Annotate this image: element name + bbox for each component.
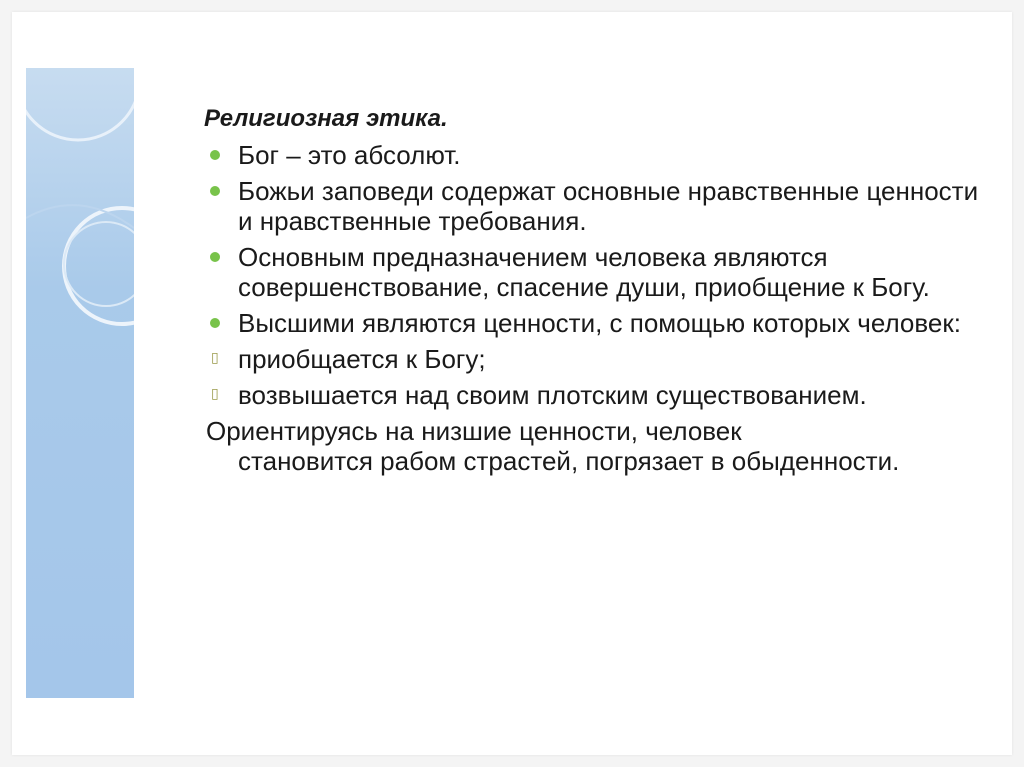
hollow-square-bullet-icon: ▯ xyxy=(211,349,219,365)
slide xyxy=(12,12,1012,755)
hollow-square-bullet-icon: ▯ xyxy=(211,385,219,401)
bullet-text: возвышается над своим плотским существованием. xyxy=(238,380,867,410)
sub-bullet-item xyxy=(194,380,994,410)
slide-title: Религиозная этика. xyxy=(204,105,448,132)
bullet-item xyxy=(194,140,994,170)
bullet-text: Бог – это абсолют. xyxy=(238,140,461,170)
decorative-circles-icon xyxy=(26,68,134,698)
bullet-text: Основным предназначением человека являются совершенствование, спасение души, приобщение к Богу. xyxy=(238,242,930,302)
conclusion-line-rest: становится рабом страстей, погрязает в обыденности. xyxy=(238,446,900,476)
decorative-side-band xyxy=(26,68,134,698)
bullet-text: Божьи заповеди содержат основные нравственные ценности и нравственные требования. xyxy=(238,176,979,236)
bullet-text: приобщается к Богу; xyxy=(238,344,486,374)
green-dot-icon xyxy=(210,252,220,262)
green-dot-icon xyxy=(210,318,220,328)
sub-bullet-item xyxy=(194,344,994,374)
bullet-item xyxy=(194,308,994,338)
bullet-item xyxy=(194,242,994,302)
slide-content xyxy=(194,104,994,476)
bullet-text: Высшими являются ценности, с помощью которых человек: xyxy=(238,308,961,338)
conclusion-paragraph xyxy=(194,416,994,476)
green-dot-icon xyxy=(210,150,220,160)
conclusion-line-1: Ориентируясь на низшие ценности, человек xyxy=(206,416,742,446)
green-dot-icon xyxy=(210,186,220,196)
bullet-item xyxy=(194,176,994,236)
